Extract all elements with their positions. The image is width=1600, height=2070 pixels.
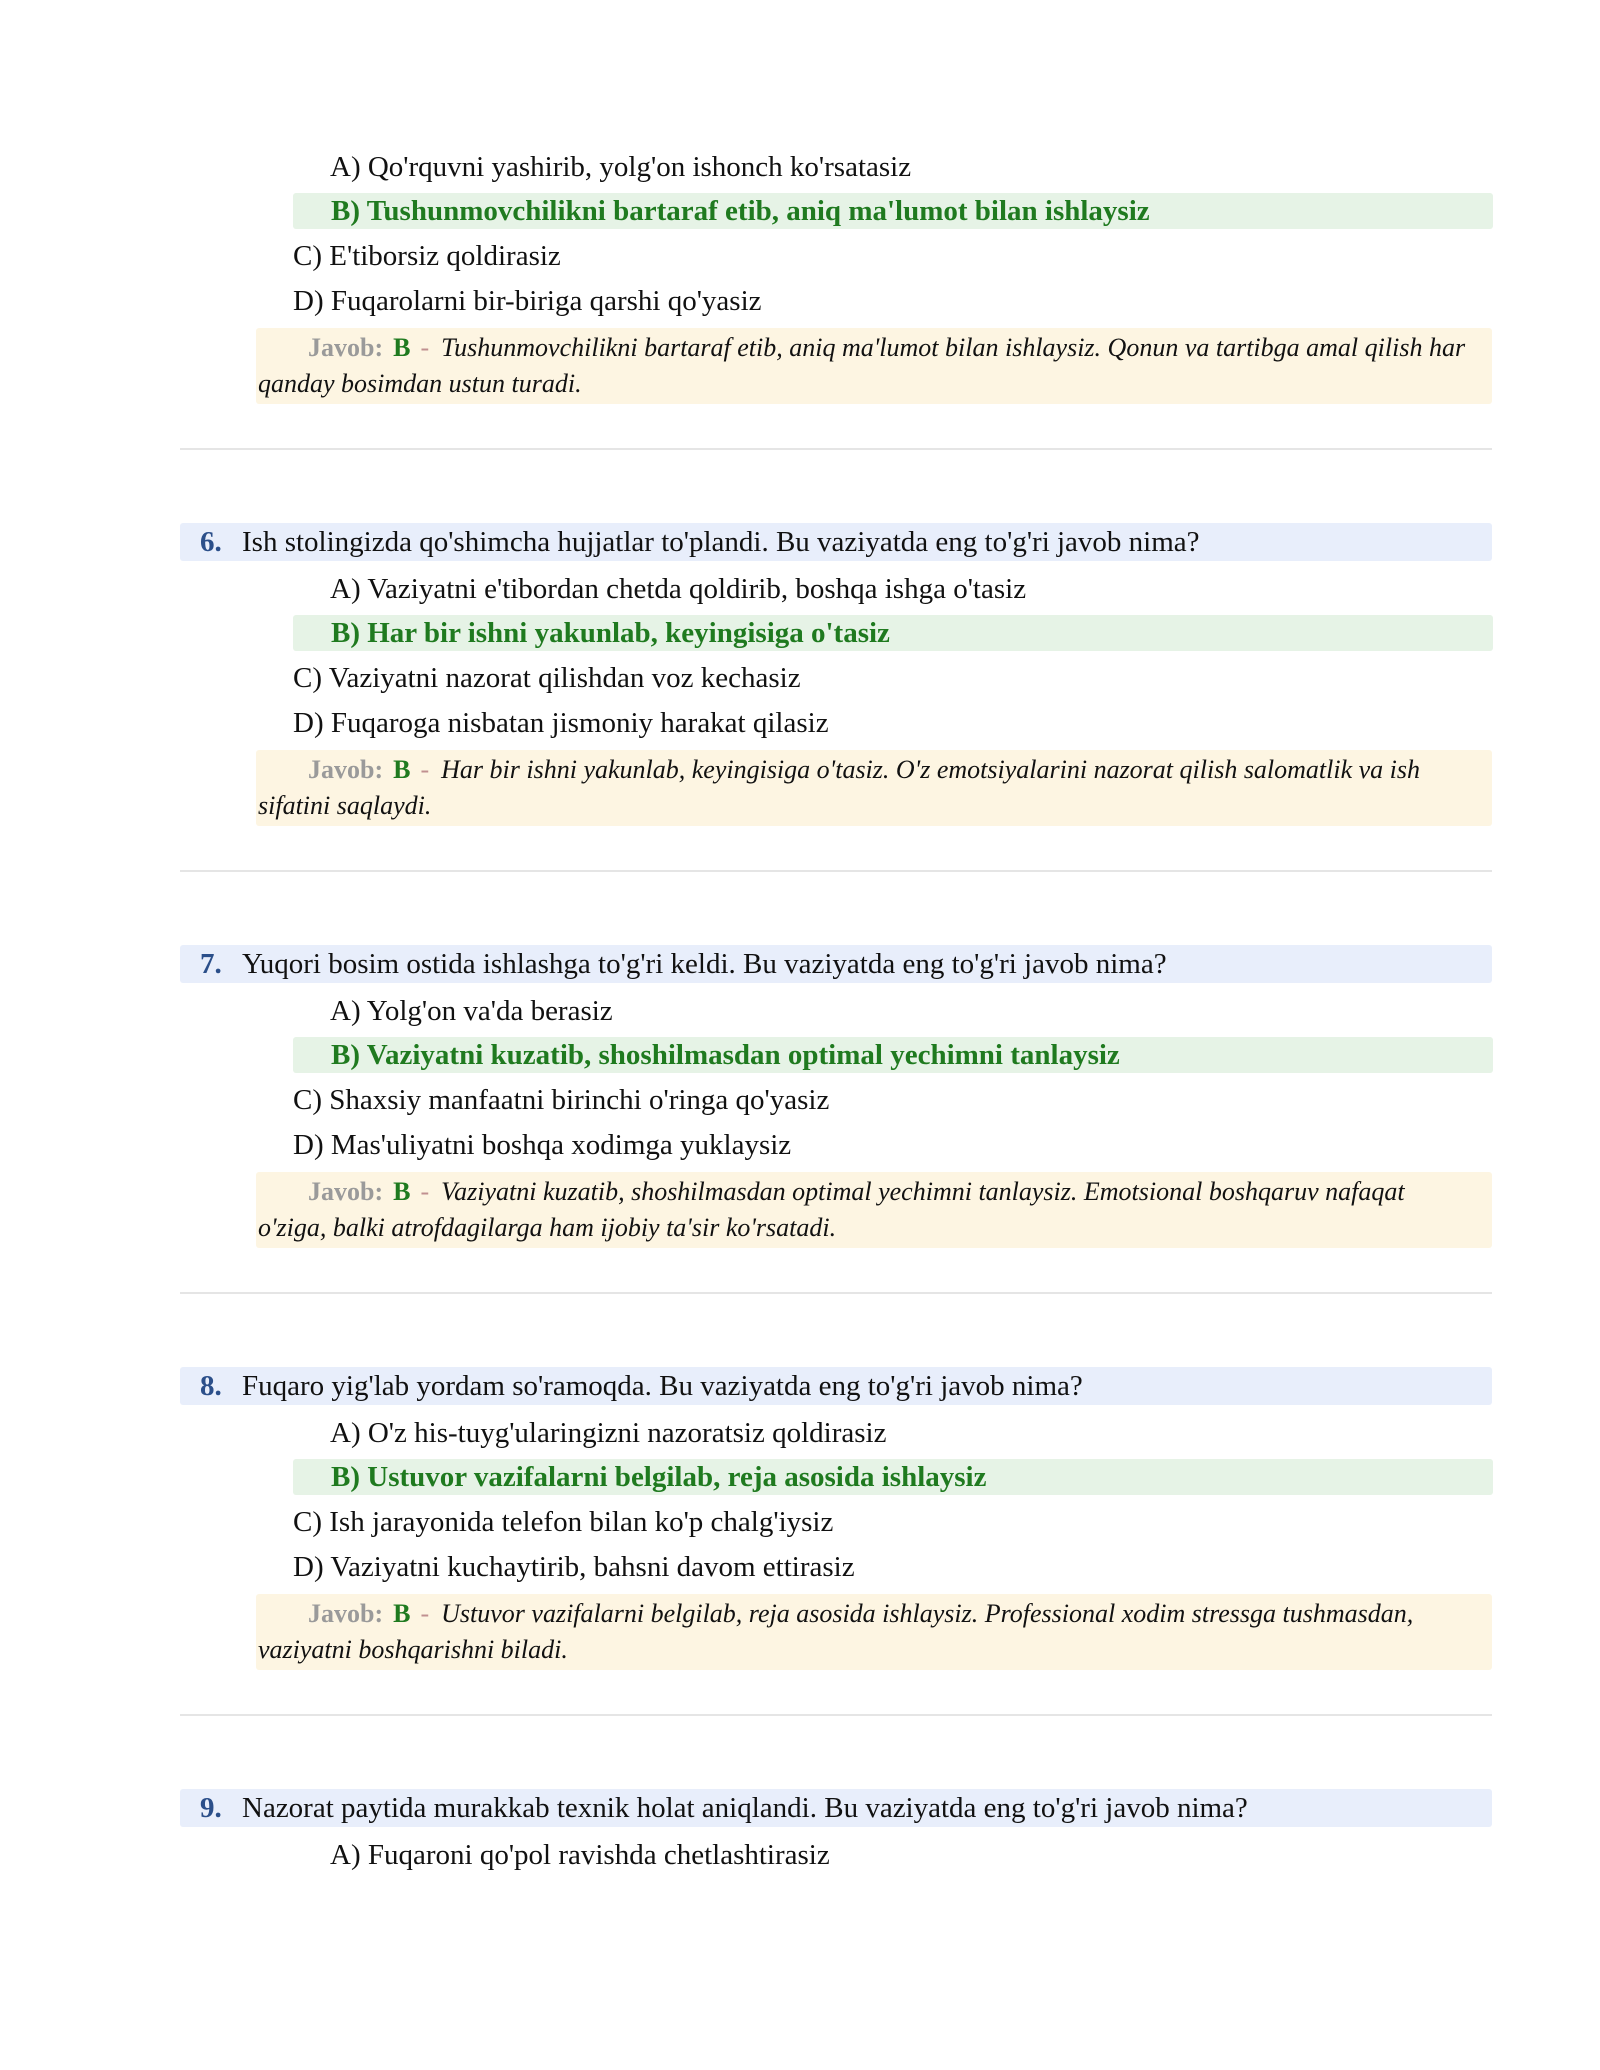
correct-option-highlight	[293, 615, 1493, 651]
answer-dash: -	[420, 1599, 430, 1628]
question-8	[180, 1367, 1492, 1405]
option-c: C) Ish jarayonida telefon bilan ko'p chalg'iysiz	[293, 1506, 834, 1538]
option-a: A) Yolg'on va'da berasiz	[330, 995, 613, 1027]
option-c: C) Shaxsiy manfaatni birinchi o'ringa qo'yasiz	[293, 1084, 830, 1116]
option-b-correct: B) Har bir ishni yakunlab, keyingisiga o'tasiz	[331, 617, 890, 649]
question-9	[180, 1789, 1492, 1827]
option-a: A) Qo'rquvni yashirib, yolg'on ishonch ko'rsatasiz	[330, 151, 912, 183]
question-number: 8.	[200, 1370, 222, 1402]
option-d: D) Fuqaroga nisbatan jismoniy harakat qilasiz	[293, 707, 829, 739]
answer-explanation: Tushunmovchilikni bartaraf etib, aniq ma'lumot bilan ishlaysiz. Qonun va tartibga amal qilish har qanday bosimdan ustun turadi.	[258, 333, 1466, 398]
option-a: A) O'z his-tuyg'ularingizni nazoratsiz qoldirasiz	[330, 1417, 887, 1449]
question-text: Nazorat paytida murakkab texnik holat aniqlandi. Bu vaziyatda eng to'g'ri javob nima?	[242, 1792, 1248, 1824]
answer-explanation: Vaziyatni kuzatib, shoshilmasdan optimal yechimni tanlaysiz. Emotsional boshqaruv nafaqat o'ziga, balki atrofdagilarga ham ijobiy ta'sir ko'rsatadi.	[258, 1177, 1405, 1242]
question-number: 9.	[200, 1792, 222, 1824]
question-number: 7.	[200, 948, 222, 980]
question-text: Ish stolingizda qo'shimcha hujjatlar to'plandi. Bu vaziyatda eng to'g'ri javob nima?	[242, 526, 1200, 558]
divider	[180, 448, 1492, 450]
answer-box	[256, 750, 1492, 826]
option-a: A) Vaziyatni e'tibordan chetda qoldirib, boshqa ishga o'tasiz	[330, 573, 1027, 605]
question-6	[180, 523, 1492, 561]
option-d: D) Mas'uliyatni boshqa xodimga yuklaysiz	[293, 1129, 792, 1161]
answer-dash: -	[420, 755, 430, 784]
option-c: C) E'tiborsiz qoldirasiz	[293, 240, 561, 272]
correct-option-highlight	[293, 1459, 1493, 1495]
option-d: D) Vaziyatni kuchaytirib, bahsni davom ettirasiz	[293, 1551, 855, 1583]
option-b-correct: B) Ustuvor vazifalarni belgilab, reja asosida ishlaysiz	[331, 1461, 987, 1493]
answer-label: Javob:	[308, 755, 384, 784]
answer-letter: B	[393, 333, 411, 362]
option-c: C) Vaziyatni nazorat qilishdan voz kechasiz	[293, 662, 801, 694]
answer-label: Javob:	[308, 333, 384, 362]
answer-dash: -	[420, 1177, 430, 1206]
option-b-correct: B) Vaziyatni kuzatib, shoshilmasdan optimal yechimni tanlaysiz	[331, 1039, 1120, 1071]
correct-option-highlight	[293, 1037, 1493, 1073]
option-a: A) Fuqaroni qo'pol ravishda chetlashtirasiz	[330, 1839, 830, 1871]
question-7	[180, 945, 1492, 983]
answer-explanation: Har bir ishni yakunlab, keyingisiga o'tasiz. O'z emotsiyalarini nazorat qilish salomatlik va ish sifatini saqlaydi.	[258, 755, 1421, 820]
option-d: D) Fuqarolarni bir-biriga qarshi qo'yasiz	[293, 285, 762, 317]
answer-label: Javob:	[308, 1599, 384, 1628]
divider	[180, 1292, 1492, 1294]
answer-box	[256, 328, 1492, 404]
answer-dash: -	[420, 333, 430, 362]
divider	[180, 870, 1492, 872]
correct-option-highlight	[293, 193, 1493, 229]
answer-letter: B	[393, 1599, 411, 1628]
question-text: Yuqori bosim ostida ishlashga to'g'ri keldi. Bu vaziyatda eng to'g'ri javob nima?	[242, 948, 1167, 980]
question-text: Fuqaro yig'lab yordam so'ramoqda. Bu vaziyatda eng to'g'ri javob nima?	[242, 1370, 1083, 1402]
divider	[180, 1714, 1492, 1716]
question-number: 6.	[200, 526, 222, 558]
option-b-correct: B) Tushunmovchilikni bartaraf etib, aniq ma'lumot bilan ishlaysiz	[331, 195, 1150, 227]
answer-explanation: Ustuvor vazifalarni belgilab, reja asosida ishlaysiz. Professional xodim stressga tushmasdan, vaziyatni boshqarishni biladi.	[258, 1599, 1414, 1664]
answer-label: Javob:	[308, 1177, 384, 1206]
answer-letter: B	[393, 1177, 411, 1206]
answer-letter: B	[393, 755, 411, 784]
answer-box	[256, 1594, 1492, 1670]
answer-box	[256, 1172, 1492, 1248]
